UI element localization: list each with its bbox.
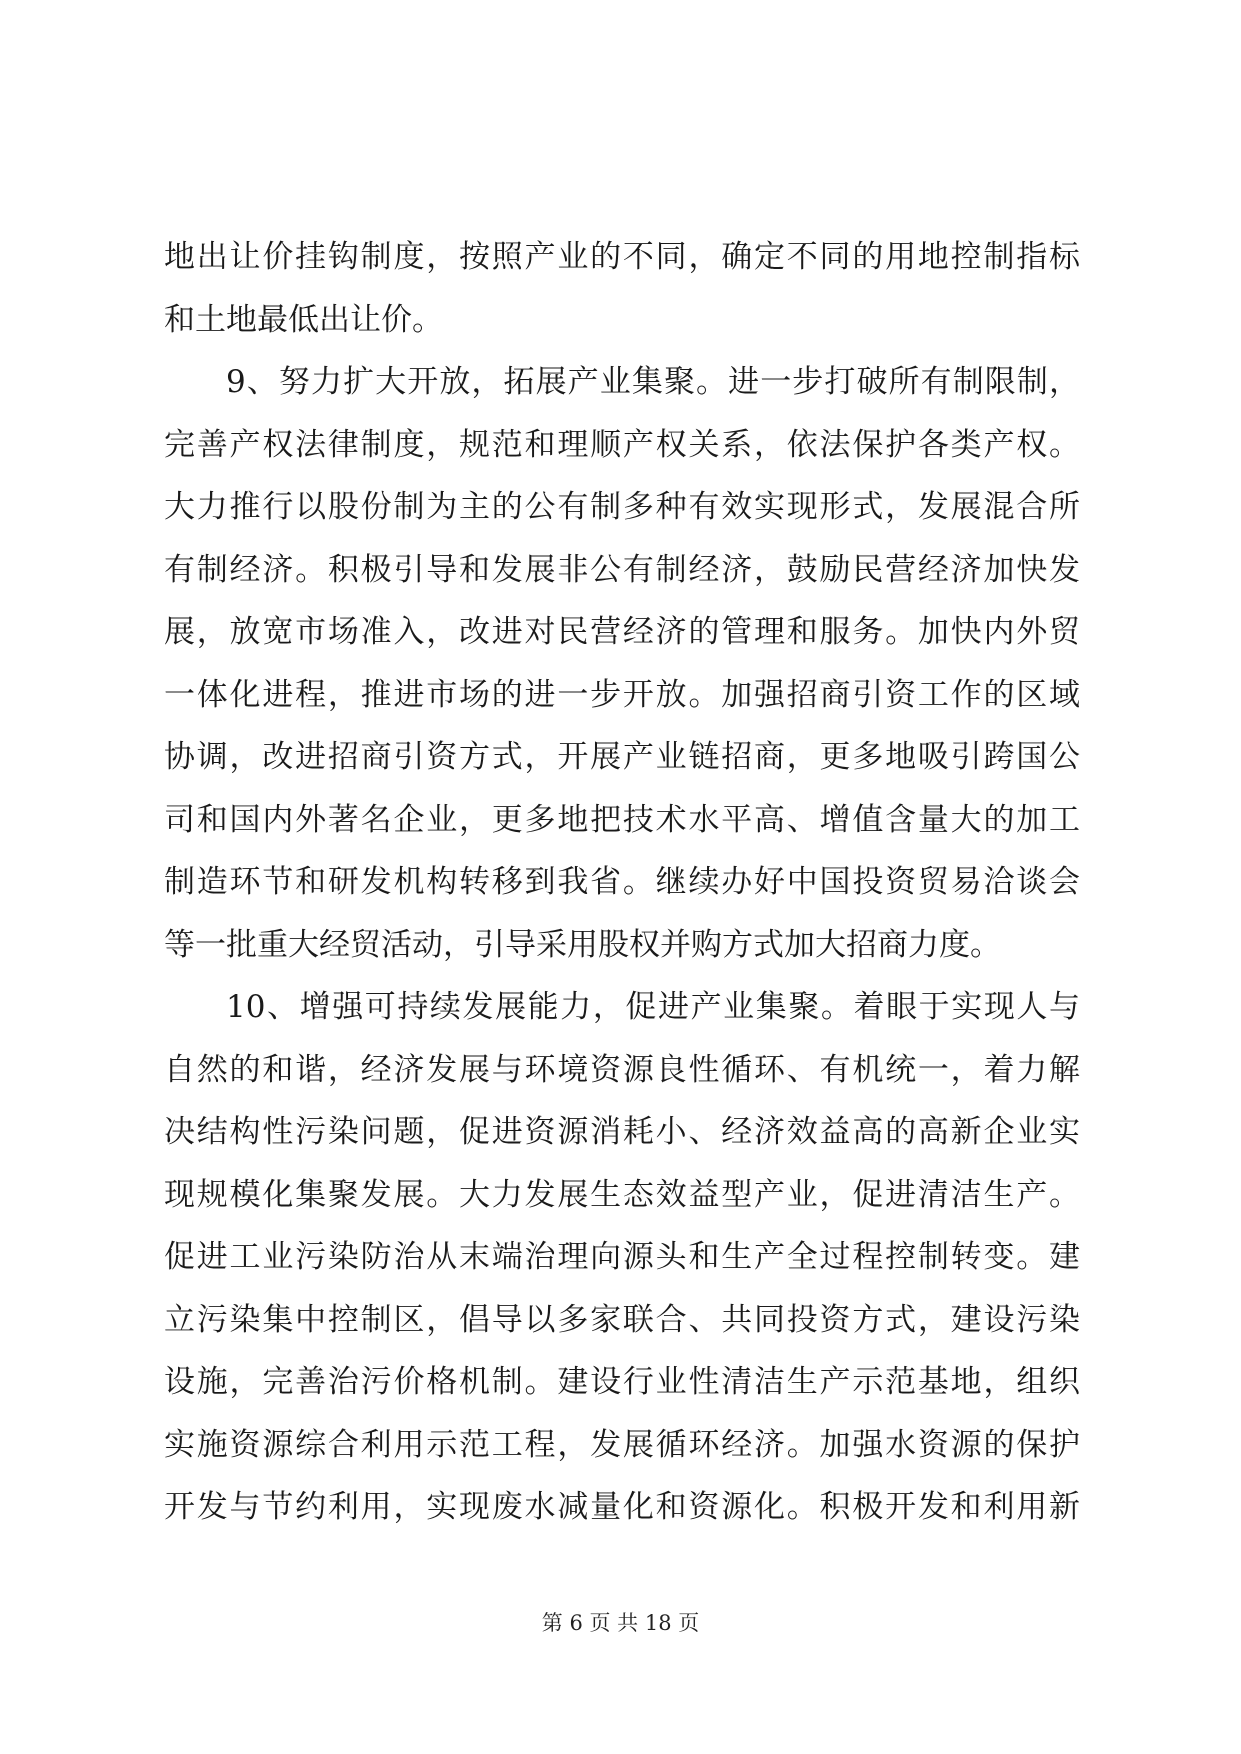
text-line: 9、努力扩大开放，拓展产业集聚。进一步打破所有制限制， (226, 364, 1080, 400)
text-line: 开发与节约利用，实现废水减量化和资源化。积极开发和利用新 (164, 1489, 1080, 1525)
text-line: 协调，改进招商引资方式，开展产业链招商，更多地吸引跨国公 (164, 739, 1080, 775)
paragraph-continuation (164, 226, 1080, 351)
text-line: 展，放宽市场准入，改进对民营经济的管理和服务。加快内外贸 (164, 614, 1080, 650)
text-line: 和土地最低出让价。 (164, 301, 443, 338)
document-body (164, 226, 1080, 1539)
text-line: 地出让价挂钩制度，按照产业的不同，确定不同的用地控制指标 (164, 239, 1080, 275)
text-line: 10、增强可持续发展能力，促进产业集聚。着眼于实现人与 (226, 989, 1080, 1025)
paragraph-item-10 (164, 976, 1080, 1539)
text-line: 一体化进程，推进市场的进一步开放。加强招商引资工作的区域 (164, 676, 1080, 713)
text-line: 自然的和谐，经济发展与环境资源良性循环、有机统一，着力解 (164, 1051, 1080, 1088)
text-line: 等一批重大经贸活动，引导采用股权并购方式加大招商力度。 (164, 926, 1001, 963)
paragraph-item-9 (164, 351, 1080, 976)
text-line: 有制经济。积极引导和发展非公有制经济，鼓励民营经济加快发 (164, 551, 1080, 588)
text-line: 实施资源综合利用示范工程，发展循环经济。加强水资源的保护 (164, 1426, 1080, 1463)
text-line: 立污染集中控制区，倡导以多家联合、共同投资方式，建设污染 (164, 1301, 1080, 1338)
text-line: 促进工业污染防治从末端治理向源头和生产全过程控制转变。建 (164, 1239, 1080, 1275)
text-line: 制造环节和研发机构转移到我省。继续办好中国投资贸易洽谈会 (164, 864, 1080, 900)
text-line: 现规模化集聚发展。大力发展生态效益型产业，促进清洁生产。 (164, 1176, 1080, 1213)
text-line: 设施，完善治污价格机制。建设行业性清洁生产示范基地，组织 (164, 1364, 1080, 1400)
text-line: 司和国内外著名企业，更多地把技术水平高、增值含量大的加工 (164, 801, 1080, 838)
text-line: 决结构性污染问题，促进资源消耗小、经济效益高的高新企业实 (164, 1114, 1080, 1150)
page-number-footer: 第 6 页 共 18 页 (541, 1611, 700, 1635)
text-line: 完善产权法律制度，规范和理顺产权关系，依法保护各类产权。 (164, 426, 1080, 463)
text-line: 大力推行以股份制为主的公有制多种有效实现形式，发展混合所 (164, 489, 1080, 525)
